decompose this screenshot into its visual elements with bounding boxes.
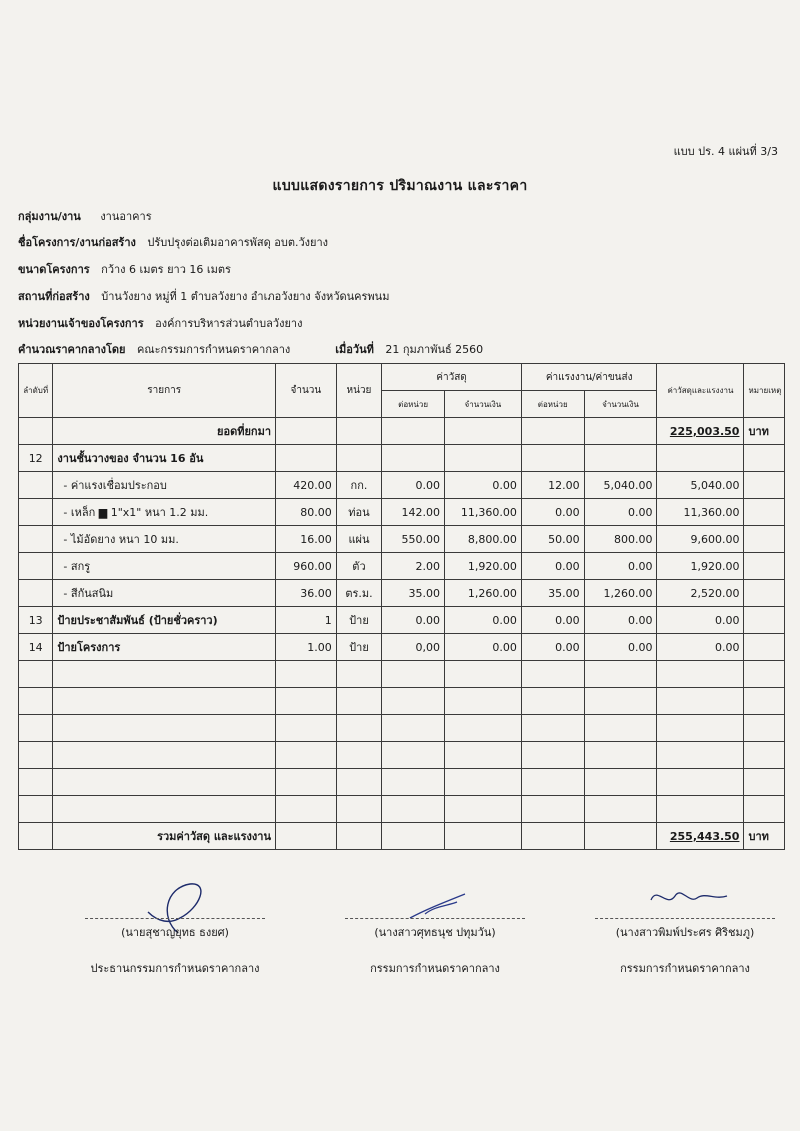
- row-qty: 36.00: [276, 580, 337, 607]
- row-unit: ป้าย: [336, 634, 382, 661]
- signatory-name: (นางสาวศุทธนุช ปทุมวัน): [374, 926, 496, 939]
- row-item: - เหล็ก ▆ 1"x1" หนา 1.2 มม.: [53, 499, 276, 526]
- size-row: [18, 260, 231, 278]
- row-item: - ไม้อัดยาง หนา 10 มม.: [53, 526, 276, 553]
- row-item: งานชั้นวางของ จำนวน 16 อัน: [53, 445, 276, 472]
- row-material-unit-price: 0.00: [382, 472, 445, 499]
- work-group-value: งานอาคาร: [100, 210, 152, 223]
- header-material-amount: จำนวนเงิน: [444, 391, 521, 418]
- signature-line: [595, 918, 775, 919]
- row-unit: ตัว: [336, 553, 382, 580]
- signature-block: [580, 918, 790, 977]
- signatory-role: กรรมการกำหนดราคากลาง: [370, 962, 500, 975]
- header-labor-amount: จำนวนเงิน: [584, 391, 657, 418]
- row-total: 9,600.00: [657, 526, 744, 553]
- row-total: 11,360.00: [657, 499, 744, 526]
- row-material-amount: 11,360.00: [444, 499, 521, 526]
- row-labor-unit-price: [521, 445, 584, 472]
- row-total: 1,920.00: [657, 553, 744, 580]
- size-label: ขนาดโครงการ: [18, 263, 90, 276]
- row-qty: 80.00: [276, 499, 337, 526]
- row-labor-unit-price: 0.00: [521, 634, 584, 661]
- project-label: ชื่อโครงการ/งานก่อสร้าง: [18, 236, 136, 249]
- header-unit: หน่วย: [336, 364, 382, 418]
- table-row: [19, 634, 785, 661]
- row-labor-unit-price: 0.00: [521, 607, 584, 634]
- row-item: - ค่าแรงเชื่อมประกอบ: [53, 472, 276, 499]
- form-number: แบบ ปร. 4 แผ่นที่ 3/3: [673, 145, 778, 158]
- row-labor-amount: 1,260.00: [584, 580, 657, 607]
- row-material-unit-price: 0,00: [382, 634, 445, 661]
- row-material-amount: 8,800.00: [444, 526, 521, 553]
- signature-scribble-3: [645, 878, 735, 918]
- row-material-amount: 1,260.00: [444, 580, 521, 607]
- signatory-role: กรรมการกำหนดราคากลาง: [620, 962, 750, 975]
- location-row: [18, 287, 389, 305]
- row-labor-amount: 0.00: [584, 499, 657, 526]
- row-total: 0.00: [657, 634, 744, 661]
- row-qty: 1.00: [276, 634, 337, 661]
- row-material-amount: 0.00: [444, 472, 521, 499]
- grand-total-row: [19, 823, 785, 850]
- row-remark: [744, 580, 785, 607]
- table-row: [19, 499, 785, 526]
- signature-line: [85, 918, 265, 919]
- row-unit: ท่อน: [336, 499, 382, 526]
- row-labor-amount: 0.00: [584, 607, 657, 634]
- row-material-amount: 0.00: [444, 607, 521, 634]
- row-total: 2,520.00: [657, 580, 744, 607]
- row-unit: กก.: [336, 472, 382, 499]
- row-qty: 420.00: [276, 472, 337, 499]
- row-remark: [744, 634, 785, 661]
- signature-block: [70, 918, 280, 977]
- row-no: [19, 580, 53, 607]
- header-remark: หมายเหตุ: [744, 364, 785, 418]
- blank-rows: [19, 661, 785, 823]
- row-remark: [744, 445, 785, 472]
- signature-block: [330, 918, 540, 977]
- row-total: 5,040.00: [657, 472, 744, 499]
- row-material-amount: 1,920.00: [444, 553, 521, 580]
- row-remark: [744, 607, 785, 634]
- row-total: [657, 445, 744, 472]
- date-value: 21 กุมภาพันธ์ 2560: [385, 343, 484, 356]
- row-labor-unit-price: 50.00: [521, 526, 584, 553]
- row-labor-amount: 0.00: [584, 634, 657, 661]
- signatory-role: ประธานกรรมการกำหนดราคากลาง: [90, 962, 260, 975]
- row-labor-amount: 800.00: [584, 526, 657, 553]
- row-unit: [336, 445, 382, 472]
- owner-value: องค์การบริหารส่วนตำบลวังยาง: [155, 317, 303, 330]
- table-body: [19, 418, 785, 445]
- row-material-unit-price: 142.00: [382, 499, 445, 526]
- signatory-name: (นายสุชาญยุทธ ธงยศ): [121, 926, 229, 939]
- row-material-unit-price: 550.00: [382, 526, 445, 553]
- blank-row: [19, 769, 785, 796]
- row-material-unit-price: 0.00: [382, 607, 445, 634]
- row-material-unit-price: [382, 445, 445, 472]
- work-group-label: กลุ่มงาน/งาน: [18, 210, 81, 223]
- header-labor: ค่าแรงงาน/ค่าขนส่ง: [521, 364, 657, 391]
- bill-of-quantities-table: [18, 363, 785, 850]
- row-material-amount: [444, 445, 521, 472]
- row-labor-unit-price: 0.00: [521, 499, 584, 526]
- row-no: 12: [19, 445, 53, 472]
- row-material-amount: 0.00: [444, 634, 521, 661]
- header-total: ค่าวัสดุและแรงงาน: [657, 364, 744, 418]
- estimator-row: [18, 340, 483, 358]
- carried-forward-row: [19, 418, 785, 445]
- carried-currency: บาท: [744, 418, 785, 445]
- size-value: กว้าง 6 เมตร ยาว 16 เมตร: [101, 263, 231, 276]
- table-row: [19, 580, 785, 607]
- signature-line: [345, 918, 525, 919]
- work-group-row: [18, 207, 152, 225]
- row-unit: ตร.ม.: [336, 580, 382, 607]
- row-unit: แผ่น: [336, 526, 382, 553]
- total-currency: บาท: [744, 823, 785, 850]
- row-labor-unit-price: 0.00: [521, 553, 584, 580]
- row-no: 13: [19, 607, 53, 634]
- row-no: [19, 553, 53, 580]
- row-qty: 960.00: [276, 553, 337, 580]
- row-qty: 1: [276, 607, 337, 634]
- row-total: 0.00: [657, 607, 744, 634]
- row-unit: ป้าย: [336, 607, 382, 634]
- blank-row: [19, 688, 785, 715]
- row-item: ป้ายโครงการ: [53, 634, 276, 661]
- row-item: - สกรู: [53, 553, 276, 580]
- location-label: สถานที่ก่อสร้าง: [18, 290, 90, 303]
- estimator-label: คำนวณราคากลางโดย: [18, 343, 126, 356]
- row-remark: [744, 499, 785, 526]
- location-value: บ้านวังยาง หมู่ที่ 1 ตำบลวังยาง อำเภอวังยาง จังหวัดนครพนม: [101, 290, 390, 303]
- table-row: [19, 607, 785, 634]
- carried-label: ยอดที่ยกมา: [53, 418, 276, 445]
- row-labor-amount: 5,040.00: [584, 472, 657, 499]
- blank-row: [19, 715, 785, 742]
- header-material: ค่าวัสดุ: [382, 364, 522, 391]
- header-labor-unit-price: ต่อหน่วย: [521, 391, 584, 418]
- header-item: รายการ: [53, 364, 276, 418]
- owner-row: [18, 314, 302, 332]
- row-no: [19, 499, 53, 526]
- row-item: ป้ายประชาสัมพันธ์ (ป้ายชั่วคราว): [53, 607, 276, 634]
- date-label: เมื่อวันที่: [335, 343, 374, 356]
- header-material-unit-price: ต่อหน่วย: [382, 391, 445, 418]
- row-material-unit-price: 35.00: [382, 580, 445, 607]
- row-labor-amount: [584, 445, 657, 472]
- owner-label: หน่วยงานเจ้าของโครงการ: [18, 317, 144, 330]
- row-labor-unit-price: 35.00: [521, 580, 584, 607]
- row-item: - สีกันสนิม: [53, 580, 276, 607]
- row-qty: 16.00: [276, 526, 337, 553]
- row-no: 14: [19, 634, 53, 661]
- blank-row: [19, 742, 785, 769]
- header-no: ลำดับที่: [19, 364, 53, 418]
- total-label: รวมค่าวัสดุ และแรงงาน: [53, 823, 276, 850]
- table-row: [19, 526, 785, 553]
- row-labor-amount: 0.00: [584, 553, 657, 580]
- row-qty: [276, 445, 337, 472]
- signatory-name: (นางสาวพิมพ์ประศร ศิริชมภู): [615, 926, 755, 939]
- table-row: [19, 553, 785, 580]
- row-material-unit-price: 2.00: [382, 553, 445, 580]
- row-remark: [744, 526, 785, 553]
- estimator-value: คณะกรรมการกำหนดราคากลาง: [137, 343, 291, 356]
- project-row: [18, 233, 328, 251]
- header-qty: จำนวน: [276, 364, 337, 418]
- row-no: [19, 472, 53, 499]
- table-row: [19, 445, 785, 472]
- carried-total: 225,003.50: [657, 418, 744, 445]
- row-remark: [744, 553, 785, 580]
- row-no: [19, 526, 53, 553]
- row-labor-unit-price: 12.00: [521, 472, 584, 499]
- table-row: [19, 472, 785, 499]
- grand-total: 255,443.50: [657, 823, 744, 850]
- row-remark: [744, 472, 785, 499]
- document-title: แบบแสดงรายการ ปริมาณงาน และราคา: [272, 178, 528, 194]
- blank-row: [19, 661, 785, 688]
- project-value: ปรับปรุงต่อเติมอาคารพัสดุ อบต.วังยาง: [147, 236, 329, 249]
- item-rows: [19, 445, 785, 661]
- blank-row: [19, 796, 785, 823]
